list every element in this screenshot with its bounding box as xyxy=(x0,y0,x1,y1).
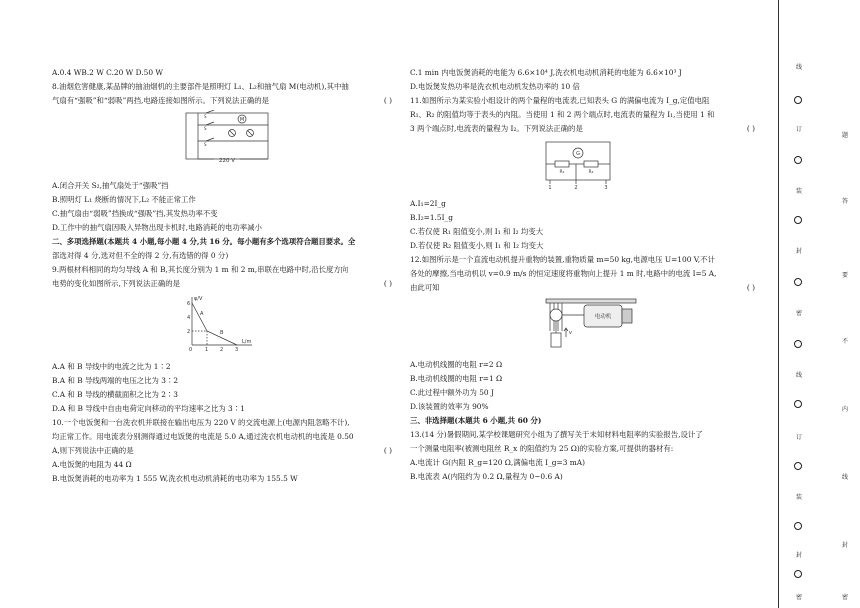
q12-option-b: B.电动机线圈的电阻 r=1 Ω xyxy=(410,374,503,383)
y-tick-4: 4 xyxy=(187,315,191,321)
binding-hole-icon xyxy=(794,96,802,104)
section2-heading-line2: 部选对得 4 分,选对但不全的得 2 分,有选错的得 0 分) xyxy=(52,251,229,260)
q12-option-a: A.电动机线圈的电阻 r=2 Ω xyxy=(410,360,503,369)
binding-hole-icon xyxy=(794,156,802,164)
y-tick-6: 6 xyxy=(187,301,191,307)
q8-option-a: A.闭合开关 S₂,抽气扇处于“强吸”挡 xyxy=(52,181,169,190)
margin-char: 装 xyxy=(796,494,803,501)
terminal-3: 3 xyxy=(604,185,608,190)
binding-hole-icon xyxy=(794,522,802,530)
answer-bracket: ( ) xyxy=(746,124,755,133)
svg-text:S: S xyxy=(204,114,207,119)
q12-option-c: C.此过程中额外功为 50 J xyxy=(410,388,494,397)
y-axis-unit: φ/V xyxy=(194,296,203,302)
q10-stem-line1: 10.一个电饭煲和一台洗衣机并联接在输出电压为 220 V 的交流电源上(电源内阻忽略不计), xyxy=(52,418,350,427)
margin-char: 装 xyxy=(796,188,803,195)
q10-option-c: C.1 min 内电饭煲消耗的电能为 6.6×10⁴ J,洗衣机电动机消耗的电能为 6.6×10³ J xyxy=(410,68,682,77)
q12-stem-line1: 12.如图所示是一个直流电动机提升重物的装置,重物质量 m=50 kg,电源电压 U=100 V,不计 xyxy=(410,255,715,264)
q7-options: A.0.4 WB.2 W C.20 W D.50 W xyxy=(52,68,163,77)
margin-char: 内 xyxy=(842,406,849,413)
margin-char: 线 xyxy=(842,474,849,481)
terminal-1: 1 xyxy=(548,185,552,190)
resistor-r1-label: R₁ xyxy=(559,170,565,175)
galvanometer-label: G xyxy=(576,151,580,157)
margin-char: 密 xyxy=(796,594,803,601)
q11-option-a: A.I₁=2I_g xyxy=(410,199,446,208)
answer-bracket: ( ) xyxy=(383,279,392,288)
margin-char: 订 xyxy=(796,126,803,133)
q13-stem-line1: 13.(14 分)暑假期间,某学校课题研究小组为了撰写关于未知材料电阻率的实验报告,设计了 xyxy=(410,430,703,439)
margin-char: 密 xyxy=(796,310,803,317)
binding-hole-icon xyxy=(794,216,802,224)
voltage-label: 220 V xyxy=(218,158,236,164)
q12-stem-line3: 由此可知 ( ) xyxy=(410,281,755,295)
q9-option-c: C.A 和 B 导线的横截面积之比为 2∶3 xyxy=(52,390,178,399)
left-column xyxy=(52,66,392,486)
q9-stem-line2: 电势的变化如图所示,下列说法正确的是 ( ) xyxy=(52,277,392,291)
q8-option-d: D.工作中的抽气扇因吸入异物出现卡机时,电路消耗的电功率减小 xyxy=(52,223,262,232)
binding-hole-icon xyxy=(794,570,802,578)
q13-item-a: A.电流计 G(内阻 R_g=120 Ω,满偏电流 I_g=3 mA) xyxy=(410,458,585,467)
q11-stem-line3: 3 两个端点时,电流表的量程为 I₂。下列说法正确的是 ( ) xyxy=(410,122,755,136)
q11-ammeter-figure xyxy=(542,138,755,195)
answer-bracket: ( ) xyxy=(383,96,392,105)
right-column xyxy=(410,66,755,484)
potential-graph xyxy=(180,293,260,353)
svg-text:S: S xyxy=(204,142,207,147)
margin-char: 封 xyxy=(842,542,849,549)
margin-char: 线 xyxy=(796,372,803,379)
margin-char: 封 xyxy=(796,552,803,559)
y-tick-2: 2 xyxy=(187,329,191,335)
q8-circuit-figure xyxy=(184,110,392,177)
binding-hole-icon xyxy=(794,278,802,286)
binding-hole-icon xyxy=(794,340,802,348)
binding-hole-icon xyxy=(794,400,802,408)
margin-char: 题 xyxy=(842,132,849,139)
x-tick-0: 0 xyxy=(189,347,193,353)
q12-stem-line2: 各处的摩擦,当电动机以 v=0.9 m/s 的恒定速度将重物向上提升 1 m 时,电路中的电流 I=5 A, xyxy=(410,269,717,278)
q9-potential-graph xyxy=(180,293,392,358)
margin-char: 订 xyxy=(796,434,803,441)
binding-hole-icon xyxy=(794,462,802,470)
section3-heading: 三、非选择题(本题共 6 小题,共 60 分) xyxy=(410,416,542,425)
margin-char: 封 xyxy=(796,248,803,255)
binding-margin xyxy=(778,0,860,608)
svg-text:M: M xyxy=(239,117,245,123)
q10-option-a: A.电饭煲的电阻为 44 Ω xyxy=(52,460,132,469)
q10-option-b: B.电饭煲消耗的电功率为 1 555 W,洗衣机电动机消耗的电功率为 155.5 W xyxy=(52,474,298,483)
q9-option-d: D.A 和 B 导线中自由电荷定向移动的平均速率之比为 3∶1 xyxy=(52,404,245,413)
q13-stem-line2: 一个测量电阻率(被测电阻丝 R_x 的阻值约为 25 Ω)的实验方案,可提供的器材有: xyxy=(410,444,674,453)
circuit-diagram xyxy=(184,110,274,172)
q9-option-b: B.A 和 B 导线两端的电压之比为 3∶2 xyxy=(52,376,179,385)
x-tick-1: 1 xyxy=(205,347,209,353)
line-label-a: A xyxy=(200,311,204,317)
q8-option-b: B.照明灯 L₁ 烧断的情况下,L₂ 不能正常工作 xyxy=(52,195,196,204)
motor-label: 电动机 xyxy=(594,314,612,320)
motor-lift-diagram xyxy=(542,297,638,351)
q10-stem-line2: 均正常工作。用电流表分别测得通过电饭煲的电流是 5.0 A,通过洗衣机电动机的电流是 0.50 xyxy=(52,432,354,441)
section2-heading-line1: 二、多项选择题(本题共 4 小题,每小题 4 分,共 16 分。每小题有多个选项符合题目要求。全 xyxy=(52,237,356,246)
answer-bracket: ( ) xyxy=(746,283,755,292)
terminal-2: 2 xyxy=(574,185,578,190)
q12-motor-figure xyxy=(542,297,755,356)
line-label-b: B xyxy=(220,330,224,336)
q8-stem-line2: 气扇有“强吸”和“弱吸”两挡,电路连接如图所示。下列说法正确的是 ( ) xyxy=(52,94,392,108)
q11-option-d: D.若仅使 R₂ 阻值变小,则 I₁ 和 I₂ 均变大 xyxy=(410,241,544,250)
q11-option-c: C.若仅使 R₁ 阻值变小,则 I₁ 和 I₂ 均变大 xyxy=(410,227,544,236)
q9-option-a: A.A 和 B 导线中的电流之比为 1∶2 xyxy=(52,362,171,371)
q8-option-c: C.抽气扇由“弱吸”挡换成“强吸”挡,其发热功率不变 xyxy=(52,209,218,218)
answer-bracket: ( ) xyxy=(383,446,392,455)
q10-stem-line3: A,则下列说法中正确的是 ( ) xyxy=(52,444,392,458)
x-tick-3: 3 xyxy=(235,347,239,353)
q9-stem-line1: 9.两根材料相同的均匀导线 A 和 B,其长度分别为 1 m 和 2 m,串联在电路中时,沿长度方向 xyxy=(52,265,349,274)
q11-option-b: B.I₂=1.5I_g xyxy=(410,213,453,222)
margin-char: 答 xyxy=(842,198,849,205)
svg-text:S: S xyxy=(204,126,207,131)
q10-option-d: D.电饭煲发热功率是洗衣机电动机发热功率的 10 倍 xyxy=(410,82,580,91)
margin-char: 不 xyxy=(842,338,849,345)
q12-option-d: D.该装置的效率为 90% xyxy=(410,402,489,411)
margin-char: 要 xyxy=(842,272,849,279)
x-axis-unit: L/m xyxy=(242,339,252,345)
q13-item-b: B.电流表 A(内阻约为 0.2 Ω,量程为 0~0.6 A) xyxy=(410,472,563,481)
margin-char: 线 xyxy=(796,64,803,71)
q11-stem-line1: 11.如图所示为某实验小组设计的两个量程的电流表,已知表头 G 的满偏电流为 I_g,定值电阻 xyxy=(410,96,710,105)
velocity-label: v xyxy=(569,330,572,336)
margin-char: 密 xyxy=(842,594,849,601)
x-tick-2: 2 xyxy=(220,347,224,353)
q8-stem-line1: 8.油烟危害健康,某品牌的抽油烟机的主要部件是照明灯 L₁、L₂和抽气扇 M(电动机),其中抽 xyxy=(52,82,349,91)
ammeter-circuit xyxy=(542,138,614,190)
q11-stem-line2: R₁、R₂ 的阻值均等于表头的内阻。当使用 1 和 2 两个端点时,电流表的量程为 I₁,当使用 1 和 xyxy=(410,110,715,119)
resistor-r2-label: R₂ xyxy=(588,170,594,175)
